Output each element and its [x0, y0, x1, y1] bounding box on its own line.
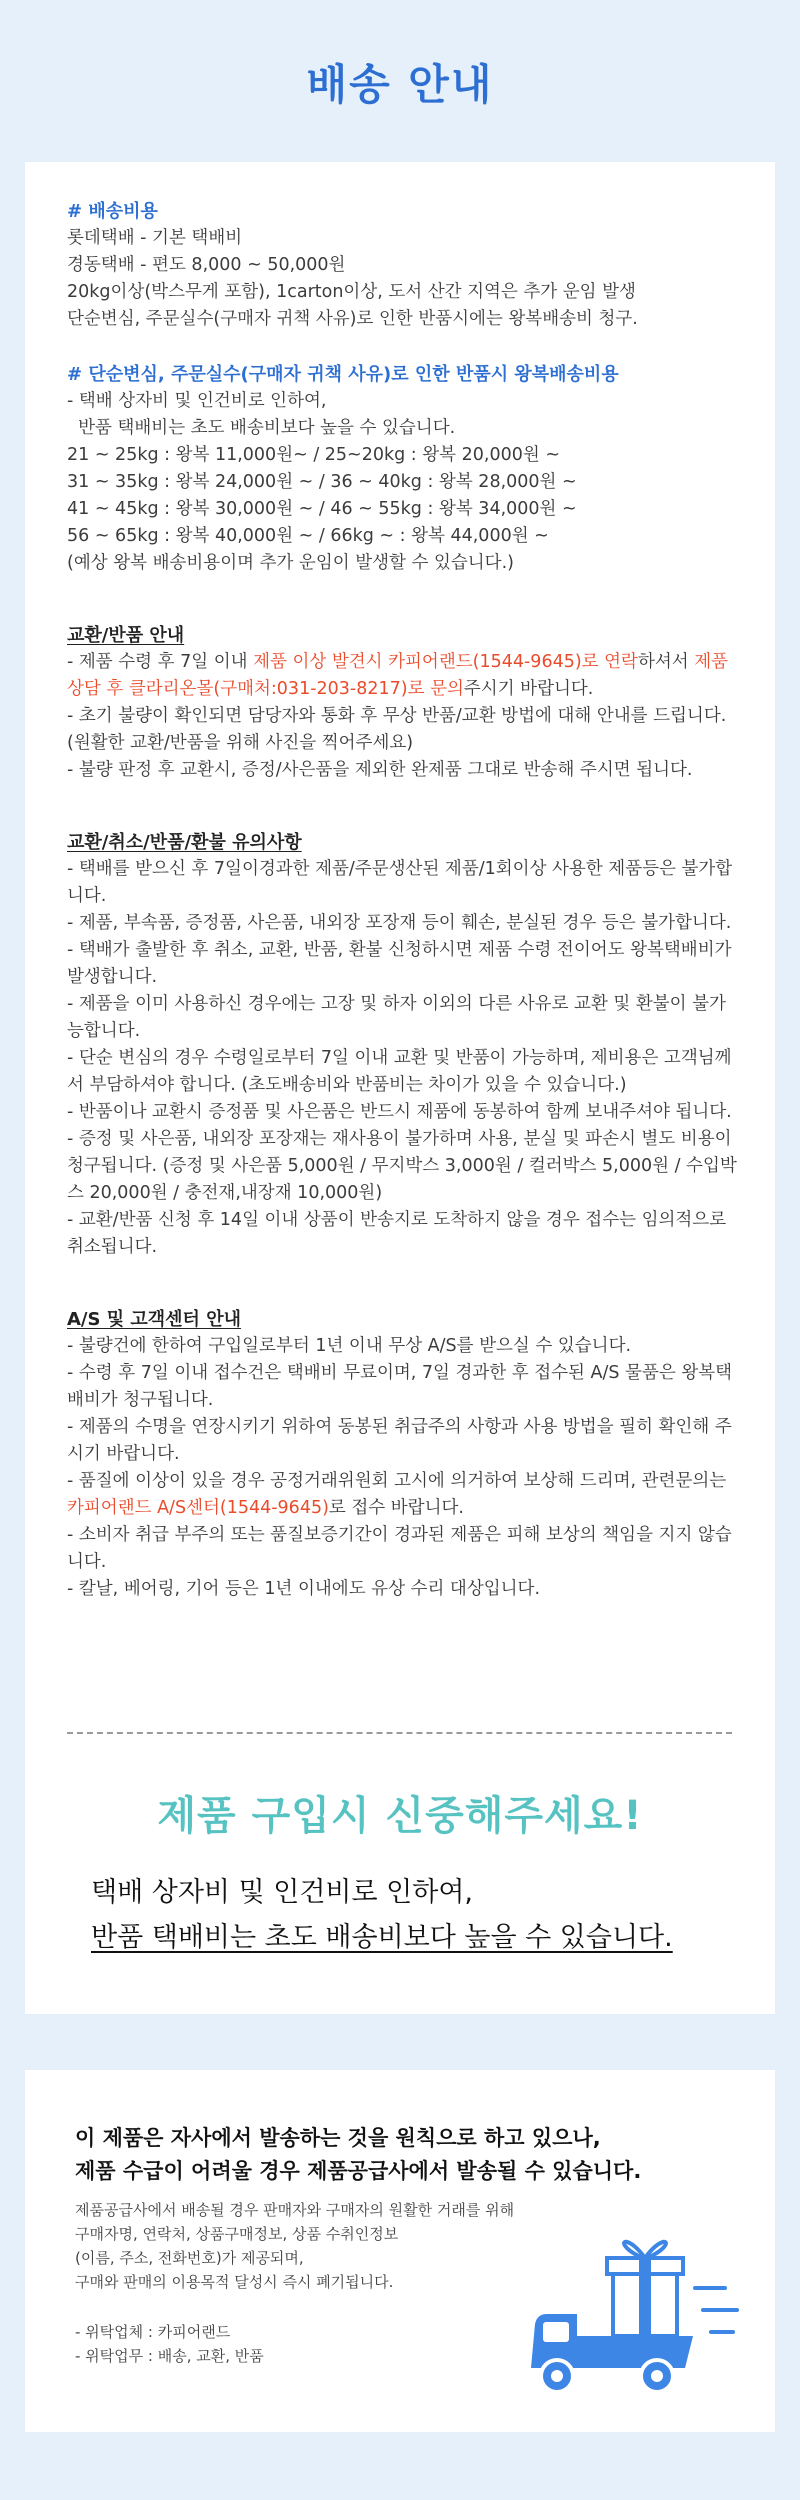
precaution-item: - 단순 변심의 경우 수령일로부터 7일 이내 교환 및 반품이 가능하며, 제비용은 고객님께서 부담하셔야 합니다. (초도배송비와 반품비는 차이가 있을 수 있습니다.): [67, 1048, 732, 1095]
shipping-cost-section: [67, 198, 737, 333]
return-cost-line: 21 ~ 25kg : 왕복 11,000원~ / 25~20kg : 왕복 20,000원 ~: [67, 445, 560, 465]
exchange-paragraph: - 불량 판정 후 교환시, 증정/사은품을 제외한 완제품 그대로 반송해 주시면 됩니다.: [67, 760, 693, 780]
notice-line-2: 반품 택배비는 초도 배송비보다 높을 수 있습니다.: [91, 1922, 673, 1953]
as-center-heading: A/S 및 고객센터 안내: [67, 1309, 241, 1330]
exchange-paragraph: - 초기 불량이 확인되면 담당자와 통화 후 무상 반품/교환 방법에 대해 안내를 드립니다.: [67, 706, 727, 726]
exchange-text: - 제품 수령 후 7일 이내: [67, 652, 254, 672]
precaution-item: - 제품을 이미 사용하신 경우에는 고장 및 하자 이외의 다른 사유로 교환 및 환불이 불가능합니다.: [67, 994, 726, 1041]
supplier-heading: [75, 2122, 641, 2188]
supplier-info-card: [25, 2070, 775, 2432]
consignee-line: - 위탁업체 : 카피어랜드: [75, 2323, 231, 2341]
return-cost-line: 56 ~ 65kg : 왕복 40,000원 ~ / 66kg ~ : 왕복 44,000원 ~: [67, 526, 549, 546]
exchange-section: [67, 622, 737, 784]
precaution-item: - 택배가 출발한 후 취소, 교환, 반품, 환불 신청하시면 제품 수령 전이어도 왕복택배비가 발생합니다.: [67, 940, 732, 987]
precaution-item: - 교환/반품 신청 후 14일 이내 상품이 반송지로 도착하지 않을 경우 접수는 임의적으로 취소됩니다.: [67, 1210, 727, 1257]
clarion-contact-highlight: 제품 상담 후 클라리온몰(구매처:031-203-8217)로 문의: [67, 652, 729, 699]
precautions-heading: 교환/취소/반품/환불 유의사항: [67, 832, 302, 853]
precaution-item: - 반품이나 교환시 증정품 및 사은품은 반드시 제품에 동봉하여 함께 보내주셔야 됩니다.: [67, 1102, 732, 1122]
as-text: - 품질에 이상이 있을 경우 공정거래위원회 고시에 의거하여 보상해 드리며, 관련문의는: [67, 1471, 727, 1491]
as-item: [67, 1468, 737, 1522]
precaution-item: - 제품, 부속품, 증정품, 사은품, 내외장 포장재 등이 훼손, 분실된 경우 등은 불가합니다.: [67, 913, 732, 933]
shipping-cost-heading: # 배송비용: [67, 201, 158, 222]
as-item: - 소비자 취급 부주의 또는 품질보증기간이 경과된 제품은 피해 보상의 책임을 지지 않습니다.: [67, 1525, 732, 1572]
copyland-contact-highlight: 제품 이상 발견시 카피어랜드(1544-9645)로 연락: [253, 652, 638, 672]
as-center-section: [67, 1306, 737, 1603]
return-cost-heading: # 단순변심, 주문실수(구매자 귀책 사유)로 인한 반품시 왕복배송비용: [67, 364, 619, 385]
notice-line-1: 택배 상자비 및 인건비로 인하여,: [91, 1877, 473, 1908]
return-cost-section: [67, 361, 737, 577]
shipping-info-card: [25, 162, 775, 2014]
delivery-truck-gift-icon: [525, 2218, 745, 2418]
supplier-body-line: 구매와 판매의 이용목적 달성시 즉시 폐기됩니다.: [75, 2273, 394, 2291]
exchange-paragraph: [67, 649, 737, 703]
precaution-item: - 증정 및 사은품, 내외장 포장재는 재사용이 불가하며 사용, 분실 및 파손시 별도 비용이 청구됩니다. (증정 및 사은품 5,000원 / 무지박스 3,000원 / 컬러박스 5,000원 / 수입박스 20,000원 / 충전재,내장재 10,000원): [67, 1129, 737, 1203]
as-item: - 칼날, 베어링, 기어 등은 1년 이내에도 유상 수리 대상입니다.: [67, 1579, 541, 1599]
supplier-body: [75, 2198, 514, 2368]
return-cost-line: 31 ~ 35kg : 왕복 24,000원 ~ / 36 ~ 40kg : 왕복 28,000원 ~: [67, 472, 577, 492]
exchange-heading: 교환/반품 안내: [67, 625, 185, 646]
exchange-text: 하셔서: [637, 652, 695, 672]
as-item: - 불량건에 한하여 구입일로부터 1년 이내 무상 A/S를 받으실 수 있습니다.: [67, 1336, 632, 1356]
exchange-paragraph: (원활한 교환/반품을 위해 사진을 찍어주세요): [67, 733, 414, 753]
as-item: - 수령 후 7일 이내 접수건은 택배비 무료이며, 7일 경과한 후 접수된 A/S 물품은 왕복택배비가 청구됩니다.: [67, 1363, 733, 1410]
shipping-cost-line: 20kg이상(박스무게 포함), 1carton이상, 도서 산간 지역은 추가 운임 발생: [67, 282, 636, 302]
supplier-body-line: 제품공급사에서 배송될 경우 판매자와 구매자의 원활한 거래를 위해: [75, 2201, 515, 2219]
supplier-body-line: (이름, 주소, 전화번호)가 제공되며,: [75, 2249, 304, 2267]
shipping-cost-line: 롯데택배 - 기본 택배비: [67, 228, 243, 248]
caution-title: 제품 구입시 신중해주세요!: [157, 1793, 643, 1839]
precautions-section: [67, 829, 737, 1261]
supplier-body-line: 구매자명, 연락처, 상품구매정보, 상품 수취인정보: [75, 2225, 399, 2243]
as-item: - 제품의 수명을 연장시키기 위하여 동봉된 취급주의 사항과 사용 방법을 필히 확인해 주시기 바랍니다.: [67, 1417, 732, 1464]
shipping-cost-line: 단순변심, 주문실수(구매자 귀책 사유)로 인한 반품시에는 왕복배송비 청구.: [67, 309, 638, 329]
supplier-heading-line-1: 이 제품은 자사에서 발송하는 것을 원칙으로 하고 있으나,: [75, 2126, 601, 2150]
return-cost-line: 반품 택배비는 초도 배송비보다 높을 수 있습니다.: [67, 418, 456, 438]
consign-work-line: - 위탁업무 : 배송, 교환, 반품: [75, 2347, 264, 2365]
as-text: 로 접수 바랍니다.: [328, 1498, 464, 1518]
return-cost-line: - 택배 상자비 및 인건비로 인하여,: [67, 391, 327, 411]
exchange-text: 주시기 바랍니다.: [463, 679, 594, 699]
page-title: 배송 안내: [306, 60, 494, 109]
shipping-cost-line: 경동택배 - 편도 8,000 ~ 50,000원: [67, 255, 346, 275]
as-center-contact-highlight: 카피어랜드 A/S센터(1544-9645): [67, 1498, 329, 1518]
supplier-heading-line-2: 제품 수급이 어려울 경우 제품공급사에서 발송될 수 있습니다.: [75, 2159, 642, 2183]
return-cost-line: 41 ~ 45kg : 왕복 30,000원 ~ / 46 ~ 55kg : 왕복 34,000원 ~: [67, 499, 577, 519]
dashed-divider: [67, 1732, 732, 1734]
precaution-item: - 택배를 받으신 후 7일이경과한 제품/주문생산된 제품/1회이상 사용한 제품등은 불가합니다.: [67, 859, 733, 906]
return-cost-line: (예상 왕복 배송비용이며 추가 운임이 발생할 수 있습니다.): [67, 553, 514, 573]
